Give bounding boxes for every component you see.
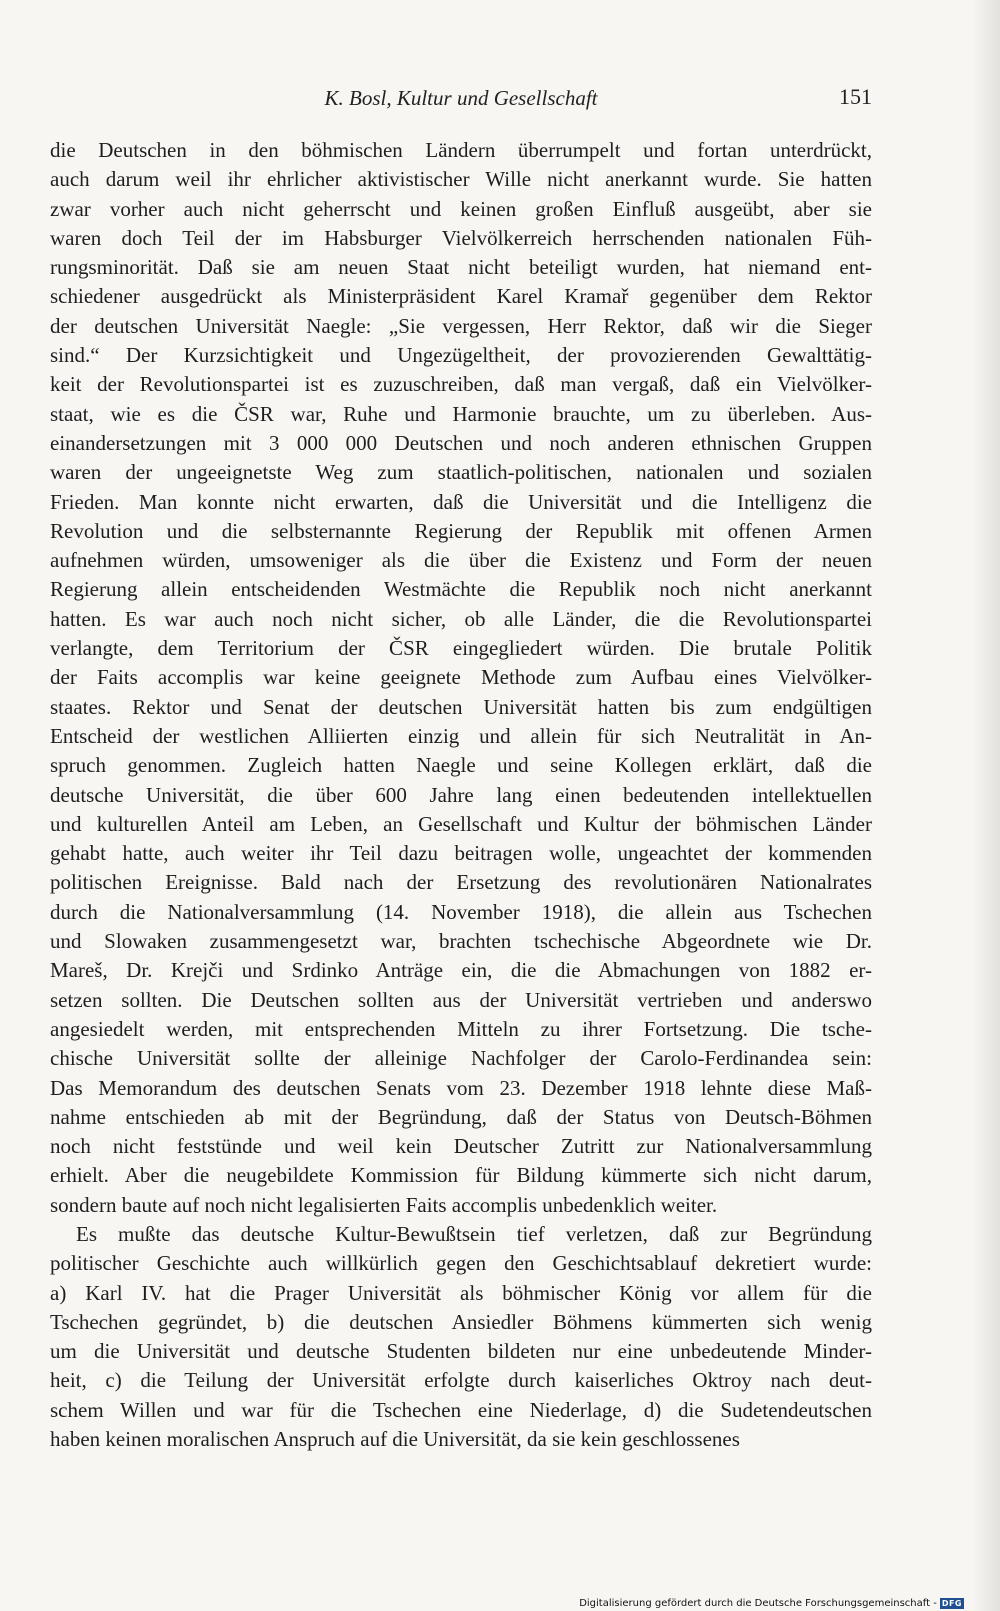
text-line: sondern baute auf noch nicht legalisierten Faits accomplis unbedenklich weiter.: [50, 1192, 718, 1217]
text-line: Tschechen gegründet, b) die deutschen Ansiedler Böhmens kümmerten sich wenig: [50, 1309, 872, 1334]
text-line: der Faits accomplis war keine geeignete Methode zum Aufbau eines Vielvölker-: [50, 665, 872, 690]
text-line: politischen Ereignisse. Bald nach der Ersetzung des revolutionären Nationalrates: [50, 870, 872, 895]
body-text: [50, 136, 872, 1454]
digitization-credit-text: Digitalisierung gefördert durch die Deutsche Forschungsgemeinschaft -: [579, 1598, 937, 1609]
dfg-logo: DFG: [941, 1599, 962, 1608]
text-line: sind.“ Der Kurzsichtigkeit und Ungezügeltheit, der provozierenden Gewalttätig-: [50, 343, 872, 368]
text-line: haben keinen moralischen Anspruch auf die Universität, da sie kein geschlossenes: [50, 1427, 740, 1452]
text-line: a) Karl IV. hat die Prager Universität als böhmischer König vor allem für die: [50, 1280, 872, 1305]
running-title: K. Bosl, Kultur und Gesellschaft: [324, 86, 598, 110]
text-line: Das Memorandum des deutschen Senats vom 23. Dezember 1918 lehnte diese Maß-: [50, 1075, 872, 1100]
text-line: waren doch Teil der im Habsburger Vielvölkerreich herrschenden nationalen Füh-: [50, 225, 872, 250]
paragraph: [50, 1220, 872, 1454]
text-line: angesiedelt werden, mit entsprechenden Mitteln zu ihrer Fortsetzung. Die tsche-: [50, 1016, 872, 1041]
text-line: zwar vorher auch nicht geherrscht und keinen großen Einfluß ausgeübt, aber sie: [50, 196, 872, 221]
text-line: auch darum weil ihr ehrlicher aktivistischer Wille nicht anerkannt wurde. Sie hatten: [50, 167, 872, 192]
paragraph: [50, 136, 872, 1220]
text-line: deutsche Universität, die über 600 Jahre lang einen bedeutenden intellektuellen: [50, 782, 872, 807]
text-line: spruch genommen. Zugleich hatten Naegle und seine Kollegen erklärt, daß die: [50, 753, 872, 778]
text-line: erhielt. Aber die neugebildete Kommission für Bildung kümmerte sich nicht darum,: [50, 1163, 872, 1188]
text-line: die Deutschen in den böhmischen Ländern überrumpelt und fortan unterdrückt,: [50, 138, 872, 162]
text-line: aufnehmen würden, umsoweniger als die über die Existenz und Form der neuen: [50, 548, 872, 573]
text-line: schem Willen und war für die Tschechen eine Niederlage, d) die Sudetendeutschen: [50, 1397, 872, 1422]
text-line: nahme entschieden ab mit der Begründung, daß der Status von Deutsch-Böhmen: [50, 1104, 872, 1129]
text-line: durch die Nationalversammlung (14. November 1918), die allein aus Tschechen: [50, 899, 872, 924]
text-line: politischer Geschichte auch willkürlich gegen den Geschichtsablauf dekretiert wurde:: [50, 1251, 872, 1276]
text-line: der deutschen Universität Naegle: „Sie vergessen, Herr Rektor, daß wir die Sieger: [50, 313, 872, 338]
text-line: und kulturellen Anteil am Leben, an Gesellschaft und Kultur der böhmischen Länder: [50, 811, 872, 836]
text-line: setzen sollten. Die Deutschen sollten aus der Universität vertrieben und anderswo: [50, 987, 872, 1012]
text-line: einandersetzungen mit 3 000 000 Deutschen und noch anderen ethnischen Gruppen: [50, 430, 872, 455]
text-line: rungsminorität. Daß sie am neuen Staat nicht beteiligt wurden, hat niemand ent-: [50, 255, 872, 280]
text-line: noch nicht feststünde und weil kein Deutscher Zutritt zur Nationalversammlung: [50, 1134, 872, 1159]
text-line: Frieden. Man konnte nicht erwarten, daß die Universität und die Intelligenz die: [50, 489, 872, 514]
page-number: 151: [839, 84, 872, 109]
text-line: Revolution und die selbsternannte Regierung der Republik mit offenen Armen: [50, 518, 872, 543]
text-line: waren der ungeeignetste Weg zum staatlich-politischen, nationalen und sozialen: [50, 460, 872, 485]
digitization-credit: [579, 1598, 964, 1609]
text-line: Entscheid der westlichen Alliierten einzig und allein für sich Neutralität in An-: [50, 723, 872, 748]
text-line: heit, c) die Teilung der Universität erfolgte durch kaiserliches Oktroy nach deut-: [50, 1368, 872, 1393]
text-line: verlangte, dem Territorium der ČSR eingegliedert würden. Die brutale Politik: [50, 636, 872, 661]
text-line: hatten. Es war auch noch nicht sicher, ob alle Länder, die die Revolutionspartei: [50, 606, 872, 631]
text-line: staat, wie es die ČSR war, Ruhe und Harmonie brauchte, um zu überleben. Aus-: [50, 401, 872, 426]
text-line: schiedener ausgedrückt als Ministerpräsident Karel Kramař gegenüber dem Rektor: [50, 284, 872, 309]
text-line: chische Universität sollte der alleinige Nachfolger der Carolo-Ferdinandea sein:: [50, 1046, 872, 1071]
scan-edge-shadow: [972, 0, 1000, 1611]
text-line: Es mußte das deutsche Kultur-Bewußtsein tief verletzen, daß zur Begründung: [76, 1221, 872, 1246]
text-line: Mareš, Dr. Krejči und Srdinko Anträge ein, die die Abmachungen von 1882 er-: [50, 958, 872, 983]
text-line: gehabt hatte, auch weiter ihr Teil dazu beitragen wolle, ungeachtet der kommenden: [50, 841, 872, 866]
text-line: staates. Rektor und Senat der deutschen Universität hatten bis zum endgültigen: [50, 694, 872, 719]
text-line: keit der Revolutionspartei ist es zuzuschreiben, daß man vergaß, daß ein Vielvölker-: [50, 372, 872, 397]
text-line: und Slowaken zusammengesetzt war, brachten tschechische Abgeordnete wie Dr.: [50, 929, 872, 954]
text-line: Regierung allein entscheidenden Westmächte die Republik noch nicht anerkannt: [50, 577, 872, 602]
text-line: um die Universität und deutsche Studenten bildeten nur eine unbedeutende Minder-: [50, 1339, 872, 1364]
running-head: [50, 82, 872, 116]
